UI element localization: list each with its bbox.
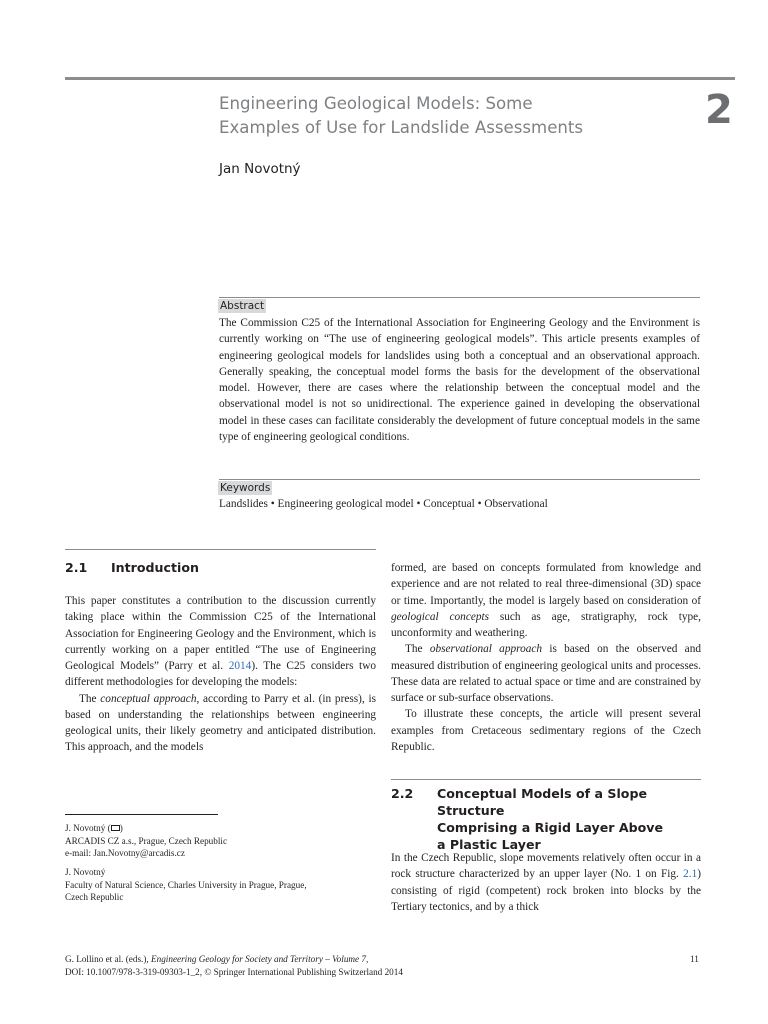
section-title	[437, 785, 707, 853]
section-rule-left	[65, 549, 376, 550]
text-span: ). The C25 considers two different methodologies for developing the models:	[65, 660, 377, 689]
section-title-line: Conceptual Models of a Slope Structure	[437, 786, 647, 818]
footnote-line: J. Novotný	[65, 867, 106, 877]
emphasis-text: observational approach	[429, 643, 543, 656]
text-span: In the Czech Republic, slope movements relatively often occur in a rock structure characterized by an upper layer (No. 1 on Fig.	[391, 852, 701, 881]
text-span: This paper constitutes a contribution to the discussion currently taking place within the Commission C25 of the International Association for Engineering Geology and the Environment, which is currently working on a paper entitled “The use of Engineering Geological Models” (Parry et al.	[65, 595, 376, 672]
emphasis-text: conceptual approach	[100, 692, 197, 705]
intro-right-column	[391, 560, 701, 755]
intro-paragraph-3	[391, 560, 701, 641]
footnote-line: Czech Republic	[65, 892, 124, 903]
author-name: Jan Novotný	[219, 161, 301, 177]
abstract-label: Abstract	[220, 300, 265, 312]
page-footer	[65, 953, 625, 978]
footer-line	[65, 953, 625, 966]
text-span: formed, are based on concepts formulated from knowledge and experience and are not related to real three-dimensional (3D) space or time. Importantly, the model is largely based on consideration of	[391, 562, 701, 607]
footer-line: DOI: 10.1007/978-3-319-09303-1_2, © Springer International Publishing Switzerland 2014	[65, 966, 403, 977]
section-title: Introduction	[111, 560, 199, 575]
chapter-number: 2	[705, 87, 733, 133]
intro-left-column	[65, 593, 376, 756]
author-affiliation-1	[65, 822, 375, 860]
footnote-line	[65, 822, 375, 835]
section-rule-right	[391, 779, 701, 780]
text-span: is based on the observed and measured distribution of engineering geological units and processes. These data are related to actual space or time and are constrained by surface or sub-surface observations.	[391, 643, 701, 704]
envelope-icon	[111, 825, 120, 831]
text-span: The	[79, 692, 101, 705]
section-number: 2.1	[65, 560, 88, 575]
keywords-text: Landslides • Engineering geological model • Conceptual • Observational	[219, 498, 548, 510]
footnote-line: ARCADIS CZ a.s., Prague, Czech Republic	[65, 835, 228, 846]
intro-paragraph-1	[65, 593, 376, 691]
footnote-line: Faculty of Natural Science, Charles University in Prague, Prague,	[65, 879, 307, 890]
text-span: G. Lollino et al. (eds.),	[65, 954, 151, 964]
keywords-rule	[219, 479, 700, 480]
section-title-line: Comprising a Rigid Layer Above	[437, 820, 664, 835]
author-affiliation-2	[65, 866, 375, 904]
text-span: , according to Parry et al. (in press), is based on understanding the relationships between engineering geological units, their likely geometry and anticipated distribution. This approach, and the models	[65, 692, 376, 754]
figure-link[interactable]: 2.1	[683, 868, 698, 881]
citation-link[interactable]: 2014	[228, 660, 252, 672]
section-number: 2.2	[391, 786, 414, 801]
abstract-text: The Commission C25 of the International Association for Engineering Geology and the Environment is currently working on “The use of engineering geological models”. This article presents examples of engineering geological models for landslides using both a conceptual and an observational approach. Generally speaking, the conceptual model forms the basis for the development of the observational model. However, there are cases where the relationship between the conceptual model and the observational model is not so unidirectional. The experience gained in developing the observational model in these cases can facilitate considerably the development of future conceptual models in the same type of engineering geological conditions.	[219, 317, 700, 443]
abstract-rule	[219, 297, 700, 298]
intro-paragraph-5: To illustrate these concepts, the article will present several examples from Cretaceous sedimentary regions of the Czech Republic.	[391, 708, 701, 753]
emphasis-text: Engineering Geology for Society and Territory – Volume 7	[151, 954, 367, 964]
footnote-rule	[65, 814, 218, 815]
page-number: 11	[690, 954, 699, 964]
top-rule	[65, 77, 735, 80]
section2-paragraph	[391, 850, 701, 915]
text-span: J. Novotný (	[65, 823, 111, 833]
text-span: ) consisting of rigid (competent) rock broken into blocks by the Tertiary tectonics, and by a thick	[391, 868, 701, 913]
text-span: The	[405, 643, 430, 656]
emphasis-text: geological concepts	[391, 610, 490, 623]
keywords-label: Keywords	[220, 482, 271, 494]
section-title-line: a Plastic Layer	[437, 837, 541, 852]
chapter-title	[219, 92, 639, 140]
chapter-title-line2: Examples of Use for Landslide Assessments	[219, 118, 584, 137]
intro-paragraph-2	[65, 691, 376, 756]
text-span: such as age, stratigraphy, rock type, unconformity and weathering.	[391, 610, 701, 639]
text-span: ,	[366, 954, 369, 964]
text-span: )	[119, 823, 123, 833]
chapter-title-line1: Engineering Geological Models: Some	[219, 94, 533, 113]
email-text: e-mail: Jan.Novotny@arcadis.cz	[65, 848, 185, 859]
intro-paragraph-4	[391, 641, 701, 706]
